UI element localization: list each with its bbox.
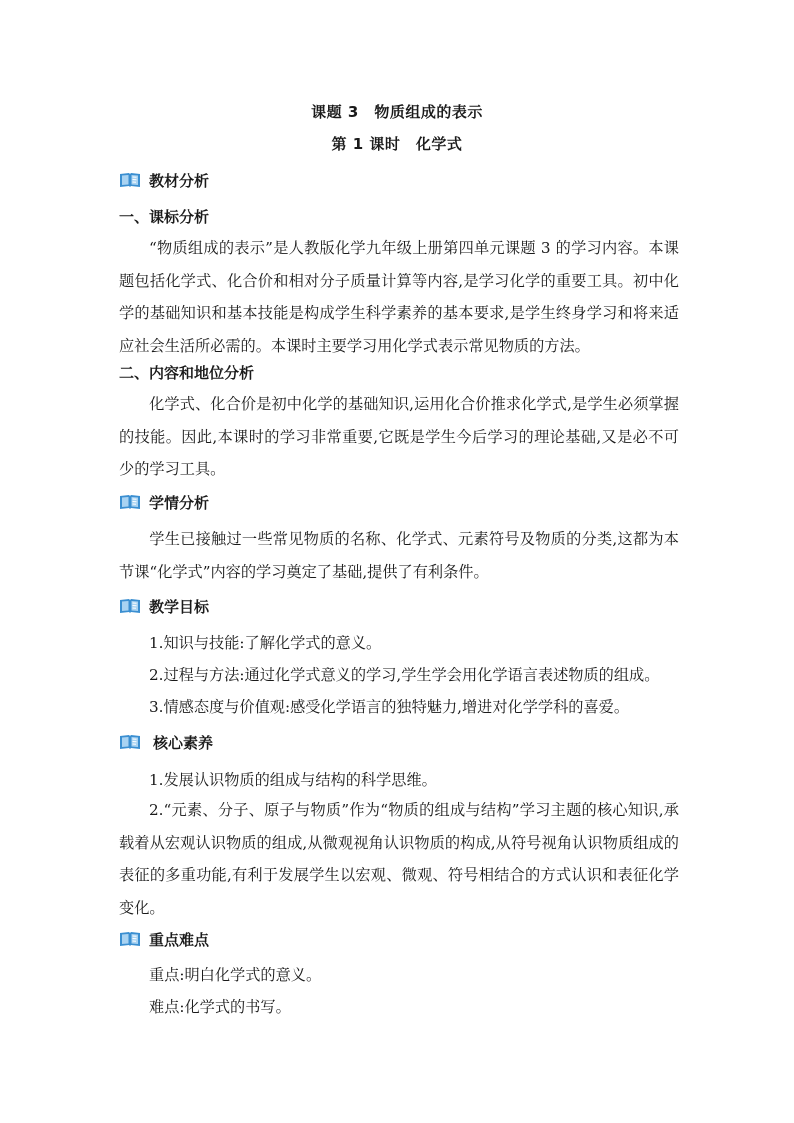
section-header-goals <box>119 595 209 617</box>
section-title: 教材分析 <box>149 171 210 190</box>
subsection-title-content: 二、内容和地位分析 <box>119 364 255 382</box>
section-header-core <box>119 731 213 753</box>
goal-item: 2.过程与方法:通过化学式意义的学习,学生学会用化学语言表述物质的组成。 <box>149 666 660 684</box>
paragraph-text: 学生已接触过一些常见物质的名称、化学式、元素符号及物质的分类,这都为本节课“化学式”内容的学习奠定了基础,提供了有利条件。 <box>119 530 679 581</box>
subsection-title-curriculum: 一、课标分析 <box>119 208 210 226</box>
paragraph-core <box>119 794 679 924</box>
section-title: 学情分析 <box>149 493 210 512</box>
open-book-icon <box>119 930 141 948</box>
paragraph-text: 2.“元素、分子、原子与物质”作为“物质的组成与结构”学习主题的核心知识,承载着从宏观认识物质的组成,从微观视角认识物质的构成,从符号视角认识物质组成的表征的多重功能,有利于发展学生以宏观、微观、符号相结合的方式认识和表征化学变化。 <box>119 801 679 917</box>
paragraph-curriculum <box>119 232 679 362</box>
difficult-point: 难点:化学式的书写。 <box>149 998 291 1016</box>
page-subtitle: 第 1 课时 化学式 <box>331 135 463 153</box>
open-book-icon <box>119 733 141 751</box>
open-book-icon <box>119 493 141 511</box>
section-title: 核心素养 <box>153 733 214 752</box>
section-title: 教学目标 <box>149 597 210 616</box>
page-title: 课题 3 物质组成的表示 <box>311 103 483 121</box>
open-book-icon <box>119 597 141 615</box>
section-title: 重点难点 <box>149 930 210 949</box>
goal-item: 1.知识与技能:了解化学式的意义。 <box>149 634 382 652</box>
paragraph-text: 化学式、化合价是初中化学的基础知识,运用化合价推求化学式,是学生必须掌握的技能。因此,本课时的学习非常重要,它既是学生今后学习的理论基础,又是必不可少的学习工具。 <box>119 395 679 478</box>
goal-item: 3.情感态度与价值观:感受化学语言的独特魅力,增进对化学学科的喜爱。 <box>149 698 630 716</box>
key-point: 重点:明白化学式的意义。 <box>149 966 322 984</box>
section-header-textbook-analysis <box>119 169 209 191</box>
paragraph-content <box>119 388 679 486</box>
section-header-student-analysis <box>119 491 209 513</box>
section-header-key-points <box>119 928 209 950</box>
open-book-icon <box>119 171 141 189</box>
core-item: 1.发展认识物质的组成与结构的科学思维。 <box>149 771 437 789</box>
paragraph-student <box>119 523 679 588</box>
paragraph-text: “物质组成的表示”是人教版化学九年级上册第四单元课题 3 的学习内容。本课题包括化学式、化合价和相对分子质量计算等内容,是学习化学的重要工具。初中化学的基础知识和基本技能是构成学生科学素养的基本要求,是学生终身学习和将来适应社会生活所必需的。本课时主要学习用化学式表示常见物质的方法。 <box>119 239 679 355</box>
